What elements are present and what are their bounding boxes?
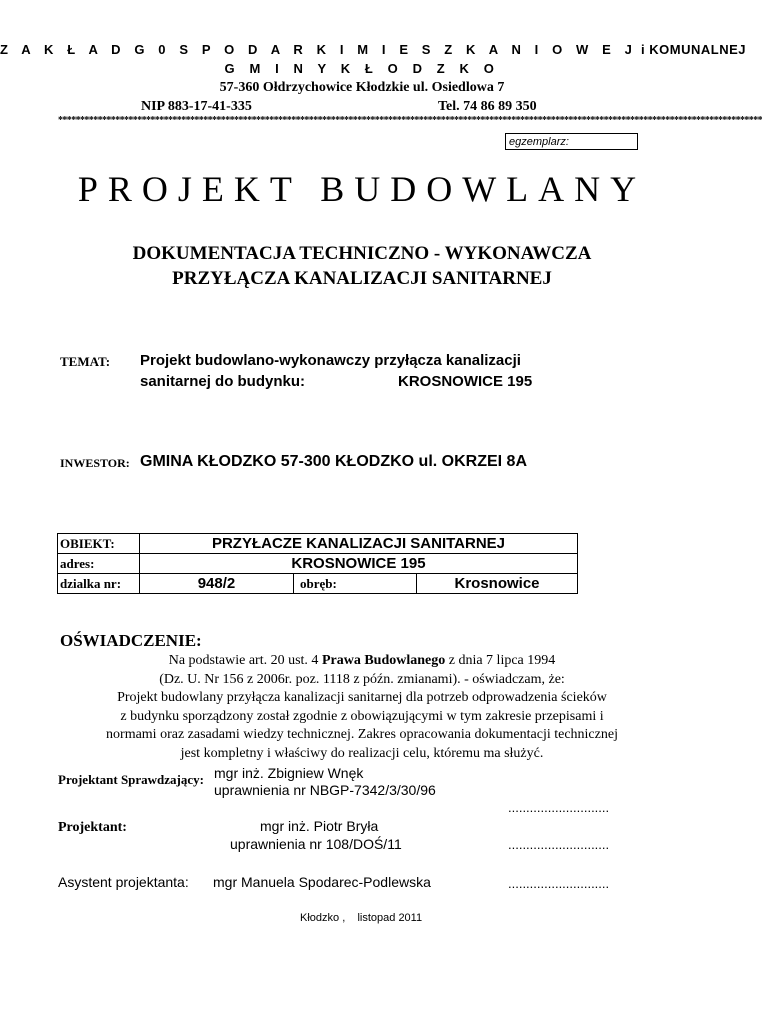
declaration-heading: OŚWIADCZENIE:	[60, 631, 202, 650]
place-and-date: Kłodzko , listopad 2011	[300, 912, 423, 924]
declaration-line: (Dz. U. Nr 156 z 2006r. poz. 1118 z późn. zmianami). - oświadczam, że:	[159, 672, 565, 687]
company-address: 57-360 Ołdrzychowice Kłodzkie ul. Osiedlowa 7	[219, 80, 505, 95]
topic-text-line1: Projekt budowlano-wykonawczy przyłącza kanalizacji	[140, 352, 521, 369]
header-separator: ****************************************************************************************************************************************************************	[58, 115, 762, 126]
investor-label: INWESTOR:	[60, 456, 130, 470]
company-nip: NIP 883-17-41-335	[141, 99, 252, 114]
declaration-line: z budynku sporządzony został zgodnie z obowiązującymi w tym zakresie przepisami i	[120, 709, 604, 724]
declaration-line	[0, 653, 724, 669]
designer-signature-line: ............................	[508, 837, 610, 852]
document-title: PROJEKT BUDOWLANY	[77, 169, 647, 209]
precinct-value: Krosnowice	[454, 575, 540, 592]
checker-label: Projektant Sprawdzający:	[58, 772, 204, 787]
table-row	[58, 534, 577, 554]
company-name-spaced: Z A K Ł A D G 0 S P O D A R K I M I E S Z K A N I O W E J	[0, 42, 637, 57]
company-name-rest: i KOMUNALNEJ	[636, 42, 746, 57]
copy-number-field: egzemplarz:	[505, 133, 638, 150]
object-value: PRZYŁACZE KANALIZACJI SANITARNEJ	[211, 535, 506, 552]
plot-value: 948/2	[140, 574, 294, 594]
document-subtitle-line2: PRZYŁĄCZA KANALIZACJI SANITARNEJ	[172, 268, 552, 289]
designer-name: mgr inż. Piotr Bryła	[260, 818, 379, 834]
checker-name: mgr inż. Zbigniew Wnęk	[214, 765, 364, 781]
designer-permit: uprawnienia nr 108/DOŚ/11	[230, 836, 402, 852]
company-name-line2: G M I N Y K Ł O D Z K O	[224, 61, 500, 76]
checker-permit: uprawnienia nr NBGP-7342/3/30/96	[214, 782, 436, 798]
declaration-text: z dnia 7 lipca 1994	[445, 653, 556, 668]
object-table	[57, 533, 578, 594]
document-subtitle-line1: DOKUMENTACJA TECHNICZNO - WYKONAWCZA	[132, 243, 592, 264]
topic-building: KROSNOWICE 195	[398, 373, 533, 390]
law-name: Prawa Budowlanego	[321, 653, 446, 668]
declaration-line: Projekt budowlany przyłącza kanalizacji sanitarnej dla potrzeb odprowadzenia ścieków	[117, 690, 607, 705]
object-label: OBIEKT:	[58, 534, 140, 554]
investor-value: GMINA KŁODZKO 57-300 KŁODZKO ul. OKRZEI 8A	[140, 453, 527, 470]
designer-label: Projektant:	[58, 820, 127, 835]
address-value: KROSNOWICE 195	[291, 555, 426, 572]
address-label: adres:	[58, 554, 140, 574]
topic-text-line2: sanitarnej do budynku:	[140, 373, 306, 390]
declaration-line: normami oraz zasadami wiedzy technicznej. Zakres opracowania dokumentacji technicznej	[106, 727, 618, 742]
company-name-line1	[0, 42, 746, 57]
topic-label: TEMAT:	[60, 354, 111, 369]
table-row	[58, 553, 577, 574]
plot-label: dzialka nr:	[58, 574, 140, 594]
table-row	[58, 573, 577, 594]
declaration-text: Na podstawie art. 20 ust. 4	[168, 653, 322, 668]
assistant-label: Asystent projektanta:	[58, 874, 189, 890]
declaration-line: jest kompletny i właściwy do realizacji celu, któremu ma służyć.	[180, 746, 544, 761]
assistant-name: mgr Manuela Spodarec-Podlewska	[213, 874, 431, 890]
checker-signature-line: ............................	[508, 800, 610, 815]
assistant-signature-line: ............................	[508, 876, 610, 891]
company-phone: Tel. 74 86 89 350	[438, 99, 537, 114]
precinct-label: obręb:	[294, 574, 417, 594]
